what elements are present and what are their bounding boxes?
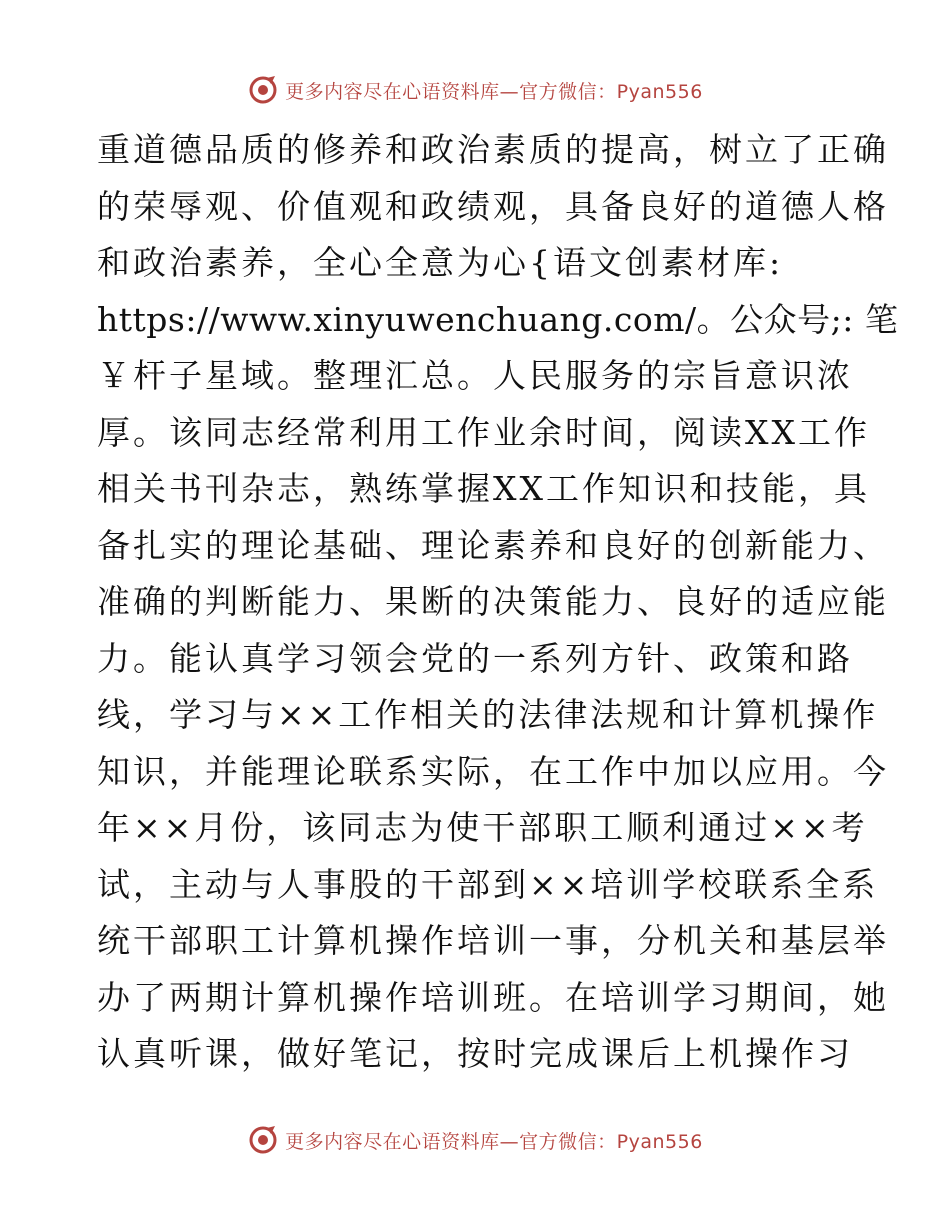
text-line: 试，主动与人事股的干部到××培训学校联系全系	[97, 864, 879, 904]
logo-icon	[247, 1124, 279, 1156]
text-line: 线，学习与××工作相关的法律法规和计算机操作	[97, 695, 879, 734]
text-line: 年××月份，该同志为使干部职工顺利通过××考	[97, 808, 868, 847]
text-line: ￥杆子星域。整理汇总。人民服务的宗旨意识浓	[97, 356, 853, 395]
header-banner-text[interactable]: 更多内容尽在心语资料库—官方微信：Pyan556	[285, 80, 703, 103]
logo-icon	[247, 74, 279, 106]
footer-banner-text[interactable]: 更多内容尽在心语资料库—官方微信：Pyan556	[285, 1130, 703, 1153]
text-line: 准确的判断能力、果断的决策能力、良好的适应能	[97, 582, 889, 621]
text-line: 知识，并能理论联系实际，在工作中加以应用。今	[97, 751, 889, 791]
text-line: 认真听课，做好笔记，按时完成课后上机操作习	[97, 1034, 853, 1073]
text-line: 和政治素养，全心全意为心{语文创素材库:	[97, 243, 784, 282]
text-line: 相关书刊杂志，熟练掌握XX工作知识和技能，具	[97, 469, 870, 508]
text-line: 的荣辱观、价值观和政绩观，具备良好的道德人格	[97, 186, 889, 226]
text-line: 厚。该同志经常利用工作业余时间，阅读XX工作	[97, 412, 870, 452]
text-line: https://www.xinyuwenchuang.com/。公众号;: 笔	[97, 299, 899, 339]
footer-banner	[0, 1120, 950, 1160]
text-line: 办了两期计算机操作培训班。在培训学习期间，她	[97, 977, 889, 1017]
document-body	[97, 122, 899, 1083]
text-line: 统干部职工计算机操作培训一事，分机关和基层举	[97, 921, 889, 960]
text-line: 力。能认真学习领会党的一系列方针、政策和路	[97, 638, 853, 678]
text-line: 重道德品质的修养和政治素质的提高，树立了正确	[97, 130, 889, 169]
text-line: 备扎实的理论基础、理论素养和良好的创新能力、	[97, 525, 889, 565]
header-banner	[0, 70, 950, 110]
